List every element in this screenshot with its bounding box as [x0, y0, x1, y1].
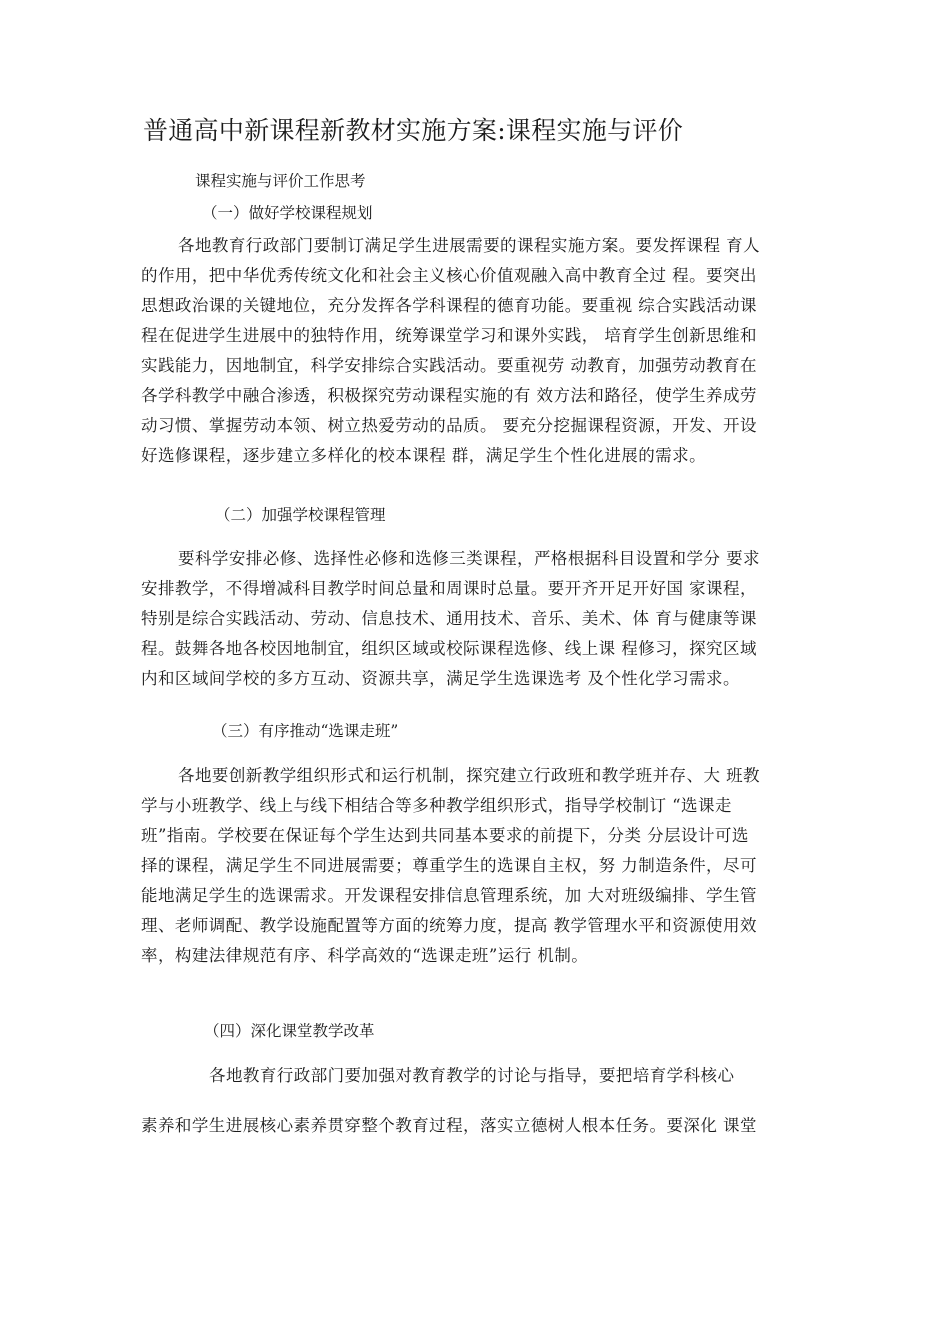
paragraph-line: 动习惯、掌握劳动本领、树立热爱劳动的品质。 要充分挖掘课程资源，开发、开设	[141, 416, 757, 435]
paragraph-line: 择的课程，满足学生不同进展需要；尊重学生的选课自主权，努 力制造条件，尽可	[141, 856, 757, 875]
paragraph-line: 好选修课程，逐步建立多样化的校本课程 群，满足学生个性化进展的需求。	[141, 446, 707, 465]
paragraph-line: 各地教育行政部门要制订满足学生进展需要的课程实施方案。要发挥课程 育人	[178, 236, 760, 255]
paragraph-line: 能地满足学生的选课需求。开发课程安排信息管理系统，加 大对班级编排、学生管	[141, 886, 757, 905]
paragraph-line: 各学科教学中融合渗透，积极探究劳动课程实施的有 效方法和路径，使学生养成劳	[141, 386, 757, 405]
paragraph-line: 安排教学，不得增减科目教学时间总量和周课时总量。要开齐开足开好国 家课程，	[141, 579, 757, 598]
section-paragraph-3	[141, 761, 806, 971]
paragraph-line: 班”指南。学校要在保证每个学生达到共同基本要求的前提下，分类 分层设计可选	[141, 826, 749, 845]
paragraph-line: 程在促进学生进展中的独特作用，统筹课堂学习和课外实践， 培育学生创新思维和	[141, 326, 757, 345]
paragraph-line: 特别是综合实践活动、劳动、信息技术、通用技术、音乐、美术、体 育与健康等课	[141, 609, 757, 628]
page-title: 普通高中新课程新教材实施方案:课程实施与评价	[143, 116, 684, 145]
section-paragraph-4	[141, 1061, 806, 1141]
section-paragraph-1	[141, 231, 806, 471]
section-heading-2: （二）加强学校课程管理	[215, 506, 386, 524]
paragraph-line: 要科学安排必修、选择性必修和选修三类课程，严格根据科目设置和学分 要求	[178, 549, 760, 568]
paragraph-line: 各地要创新教学组织形式和运行机制，探究建立行政班和教学班并存、大 班教	[178, 766, 760, 785]
section-paragraph-2	[141, 544, 806, 694]
paragraph-line: 内和区域间学校的多方互动、资源共享，满足学生选课选考 及个性化学习需求。	[141, 669, 740, 688]
paragraph-line: 学与小班教学、线上与线下相结合等多种教学组织形式，指导学校制订 “选课走	[141, 796, 732, 815]
section-heading-3: （三）有序推动“选课走班”	[212, 722, 399, 740]
paragraph-line: 思想政治课的关键地位，充分发挥各学科课程的德育功能。要重视 综合实践活动课	[141, 296, 757, 315]
section-heading-1: （一）做好学校课程规划	[202, 204, 373, 222]
paragraph-line: 程。鼓舞各地各校因地制宜，组织区域或校际课程选修、线上课 程修习，探究区域	[141, 639, 757, 658]
page-subtitle: 课程实施与评价工作思考	[195, 172, 366, 190]
paragraph-line: 各地教育行政部门要加强对教育教学的讨论与指导，要把培育学科核心	[209, 1066, 735, 1085]
paragraph-line: 率，构建法律规范有序、科学高效的“选课走班”运行 机制。	[141, 946, 589, 965]
paragraph-line: 理、老师调配、教学设施配置等方面的统筹力度，提高 教学管理水平和资源使用效	[141, 916, 757, 935]
paragraph-line: 的作用，把中华优秀传统文化和社会主义核心价值观融入高中教育全过 程。要突出	[141, 266, 757, 285]
paragraph-line: 素养和学生进展核心素养贯穿整个教育过程，落实立德树人根本任务。要深化 课堂	[141, 1116, 757, 1135]
section-heading-4: （四）深化课堂教学改革	[204, 1022, 375, 1040]
paragraph-line: 实践能力，因地制宜，科学安排综合实践活动。要重视劳 动教育，加强劳动教育在	[141, 356, 757, 375]
